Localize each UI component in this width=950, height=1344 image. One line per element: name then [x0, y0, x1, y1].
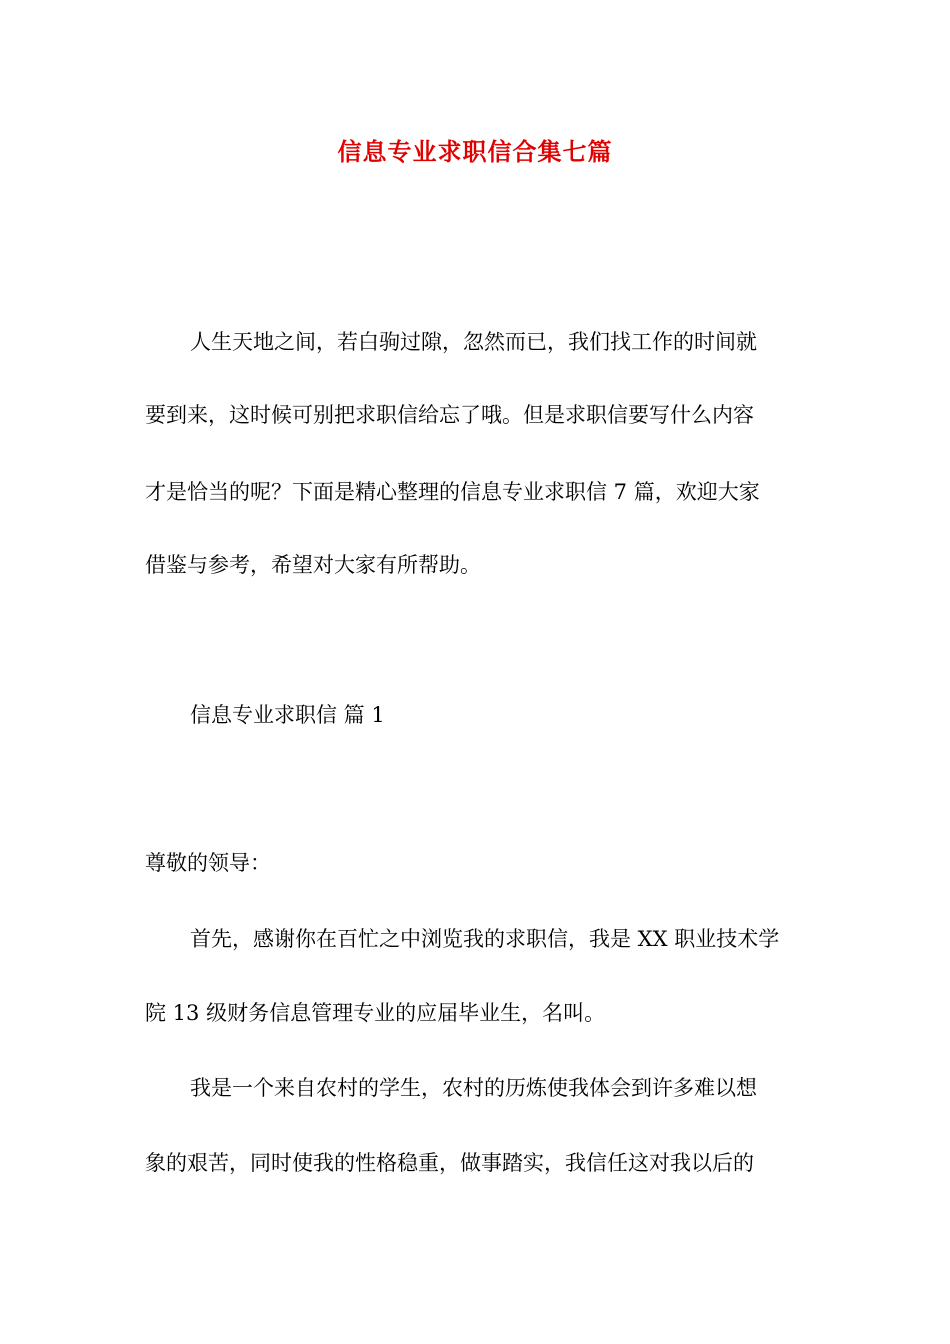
paragraph-line: 才是恰当的呢？下面是精心整理的信息专业求职信 7 篇，欢迎大家 [145, 480, 760, 504]
paragraph-line: 要到来，这时候可别把求职信给忘了哦。但是求职信要写什么内容 [145, 403, 754, 427]
salutation: 尊敬的领导： [145, 851, 271, 875]
paragraph-line: 我是一个来自农村的学生，农村的历炼使我体会到许多难以想 [190, 1076, 757, 1100]
paragraph-line: 象的艰苦，同时使我的性格稳重，做事踏实，我信任这对我以后的 [145, 1151, 754, 1175]
paragraph-line: 人生天地之间，若白驹过隙，忽然而已，我们找工作的时间就 [190, 330, 757, 354]
paragraph-line: 院 13 级财务信息管理专业的应届毕业生，名叫。 [145, 1001, 606, 1025]
paragraph-line: 首先，感谢你在百忙之中浏览我的求职信，我是 XX 职业技术学 [190, 927, 780, 951]
document-title: 信息专业求职信合集七篇 [337, 137, 613, 166]
paragraph-line: 借鉴与参考，希望对大家有所帮助。 [145, 553, 481, 577]
section-heading: 信息专业求职信 篇 1 [190, 703, 385, 727]
